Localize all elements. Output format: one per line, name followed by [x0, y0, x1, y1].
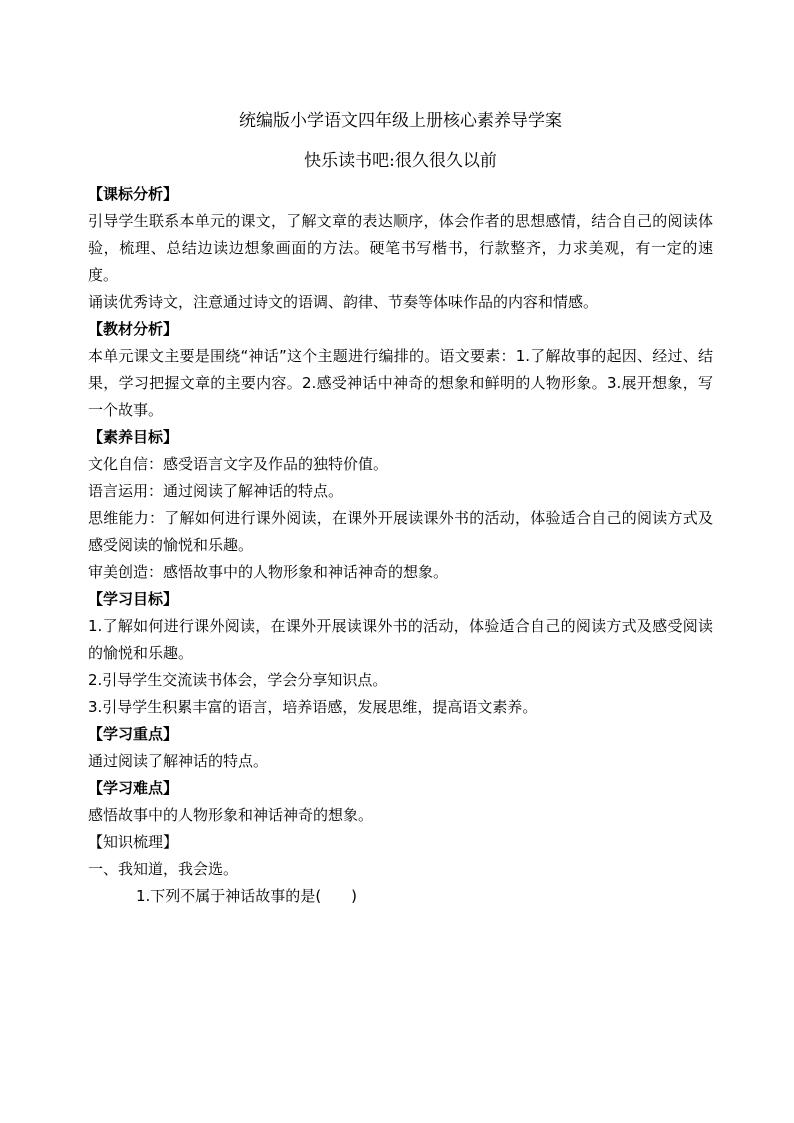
paragraph: 感悟故事中的人物形象和神话神奇的想象。 [88, 806, 374, 824]
paragraph: 审美创造：感悟故事中的人物形象和神话神奇的想象。 [88, 563, 449, 581]
section-heading-textbook: 【教材分析】 [88, 320, 179, 338]
paragraph: 一、我知道，我会选。 [88, 860, 239, 878]
section-heading-objectives: 【学习目标】 [88, 590, 179, 608]
section-heading-literacy: 【素养目标】 [88, 428, 179, 446]
section-heading-difficulties: 【学习难点】 [88, 779, 179, 797]
paragraph: 引导学生联系本单元的课文，了解文章的表达顺序，体会作者的思想感情，结合自己的阅读体验，梳理、总结边读边想象画面的方法。硬笔书写楷书，行款整齐，力求美观，有一定的速度。 [88, 212, 713, 284]
paragraph: 文化自信：感受语言文字及作品的独特价值。 [88, 455, 389, 473]
paragraph: 本单元课文主要是围绕“神话”这个主题进行编排的。语文要素：1.了解故事的起因、经过、结果，学习把握文章的主要内容。2.感受神话中神奇的想象和鲜明的人物形象。3.展开想象，写一个故事。 [88, 347, 713, 419]
document-body [88, 181, 713, 910]
paragraph: 2.引导学生交流读书体会，学会分享知识点。 [88, 671, 388, 689]
paragraph: 1.了解如何进行课外阅读，在课外开展读课外书的活动，体验适合自己的阅读方式及感受阅读的愉悦和乐趣。 [88, 617, 713, 662]
question-item: 1.下列不属于神话故事的是( ) [136, 887, 358, 905]
document-subtitle: 快乐读书吧:很久很久以前 [304, 151, 497, 171]
paragraph: 诵读优秀诗文，注意通过诗文的语调、韵律、节奏等体味作品的内容和情感。 [88, 293, 599, 311]
paragraph: 通过阅读了解神话的特点。 [88, 752, 269, 770]
section-heading-curriculum: 【课标分析】 [88, 185, 179, 203]
section-heading-key-points: 【学习重点】 [88, 725, 179, 743]
paragraph: 3.引导学生积累丰富的语言，培养语感，发展思维，提高语文素养。 [88, 698, 538, 716]
paragraph: 语言运用：通过阅读了解神话的特点。 [88, 482, 344, 500]
section-heading-knowledge: 【知识梳理】 [88, 833, 179, 851]
paragraph: 思维能力：了解如何进行课外阅读，在课外开展读课外书的活动，体验适合自己的阅读方式及感受阅读的愉悦和乐趣。 [88, 509, 713, 554]
document-title: 统编版小学语文四年级上册核心素养导学案 [239, 111, 562, 131]
